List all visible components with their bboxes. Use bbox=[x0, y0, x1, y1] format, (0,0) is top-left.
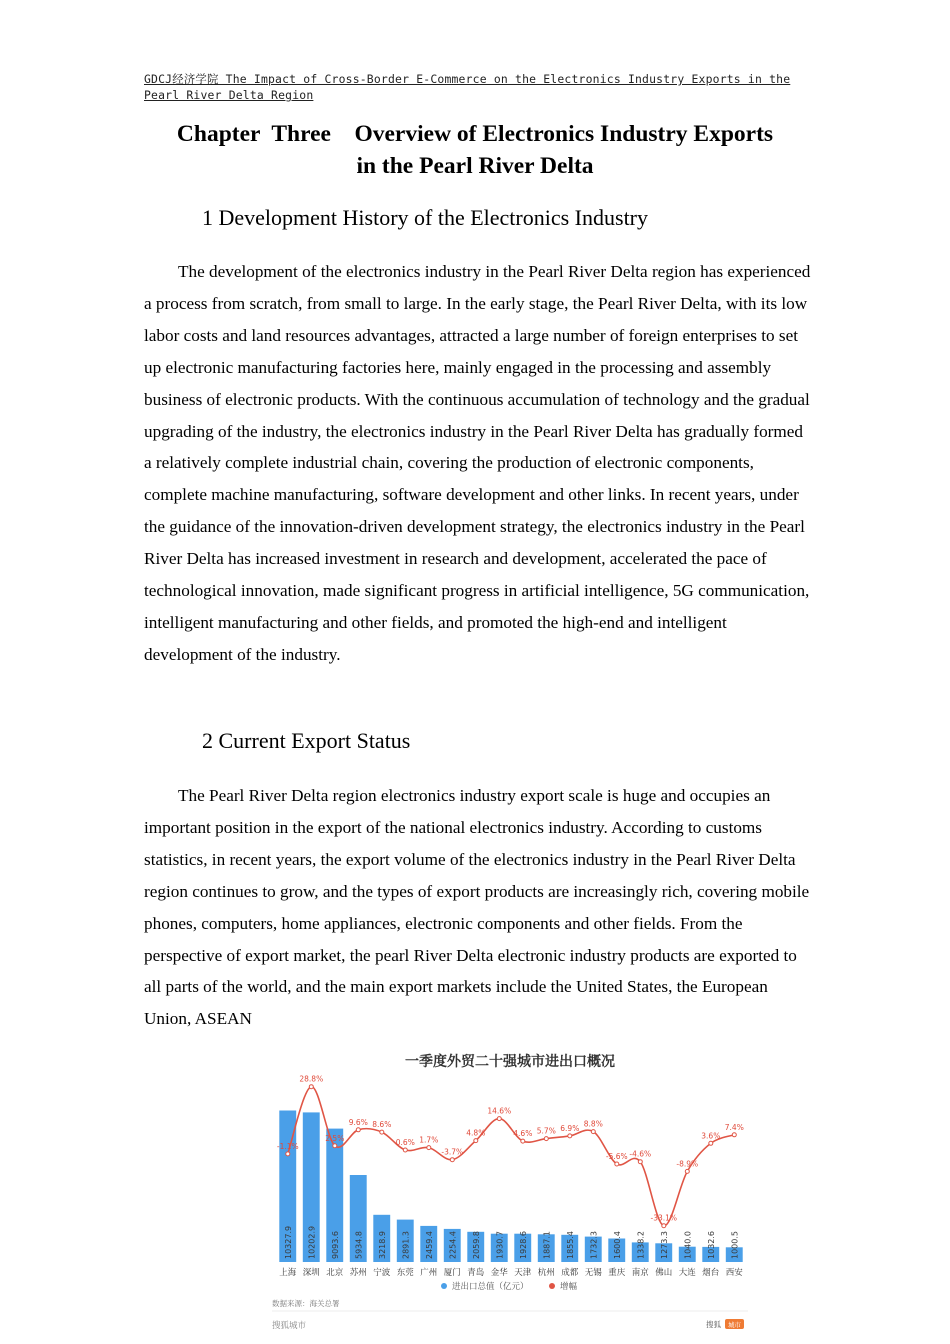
growth-point bbox=[591, 1130, 595, 1134]
section-paragraph-1: The development of the electronics industry in the Pearl River Delta region has experienced a process from scratch, from small to large. In the early stage, the Pearl River Delta, with its low labor costs and land resources advantages, attracted a large number of foreign enterprises to set up electronic manufacturing factories here, mainly engaged in the processing and assembly business of electronic products. With the continuous accumulation of technology and the gradual upgrading of the industry, the electronics industry in the Pearl River Delta has gradually formed a relatively complete industrial chain, covering the production of electronic components, complete machine manufacturing, software development and other links. In recent years, under the guidance of the innovation-driven development strategy, the electronics industry in the Pearl River Delta has increased investment in research and development, accelerated the pace of technological innovation, made significant progress in artificial intelligence, 5G communication, intelligent manufacturing and other fields, and promoted the high-end and intelligent development of the industry. bbox=[144, 262, 811, 664]
legend-bar-label: 进出口总值（亿元） bbox=[452, 1282, 529, 1292]
bar-value-label: 1732.3 bbox=[589, 1231, 599, 1259]
bar-value-label: 2254.4 bbox=[448, 1231, 458, 1259]
category-label: 青岛 bbox=[467, 1268, 485, 1278]
bar-value-label: 2891.3 bbox=[401, 1231, 411, 1259]
growth-point-label: -4.6% bbox=[629, 1149, 652, 1159]
sohu-logo-text: 搜狐 bbox=[706, 1320, 721, 1329]
chart-canvas bbox=[264, 1046, 756, 1336]
bar-value-label: 1032.6 bbox=[706, 1231, 716, 1259]
category-label: 佛山 bbox=[655, 1268, 673, 1278]
category-label: 大连 bbox=[678, 1268, 696, 1278]
growth-point-label: 28.8% bbox=[299, 1074, 324, 1084]
legend-line-marker bbox=[549, 1283, 555, 1289]
category-label: 西安 bbox=[725, 1268, 743, 1278]
category-label: 天津 bbox=[514, 1268, 532, 1278]
category-label: 北京 bbox=[326, 1268, 344, 1278]
growth-point-label: 1.7% bbox=[419, 1135, 439, 1145]
category-label: 东莞 bbox=[396, 1268, 414, 1278]
category-label: 南京 bbox=[631, 1268, 649, 1278]
bar-value-label: 3218.9 bbox=[377, 1231, 387, 1259]
growth-point bbox=[521, 1139, 525, 1143]
growth-point bbox=[638, 1160, 642, 1164]
bar-value-label: 1273.3 bbox=[659, 1231, 669, 1259]
category-labels-layer bbox=[279, 1267, 743, 1278]
growth-point-label: 8.6% bbox=[372, 1120, 392, 1130]
bar-value-label: 1855.4 bbox=[565, 1231, 575, 1259]
chart-legend bbox=[441, 1281, 578, 1292]
section-paragraph-2: The Pearl River Delta region electronics industry export scale is huge and occupies an important position in the export of the national electronics industry. According to customs statistics, in recent years, the export volume of the electronics industry in the Pearl River Delta region continues to grow, and the types of export products are increasingly rich, covering mobile phones, computers, home appliances, electronic components and other fields. From the perspective of export market, the pearl River Delta electronic industry products are exported to all parts of the world, and the main export markets include the United States, the European Union, ASEAN bbox=[144, 786, 810, 1029]
section-heading-1: 1 Development History of the Electronics Industry bbox=[202, 205, 649, 230]
bar-value-label: 1887.1 bbox=[542, 1231, 552, 1259]
category-label: 深圳 bbox=[302, 1268, 320, 1278]
growth-point-label: 7.4% bbox=[724, 1122, 744, 1132]
chapter-title-line-2: in the Pearl River Delta bbox=[356, 153, 594, 179]
category-label: 宁波 bbox=[373, 1268, 391, 1278]
category-label: 金华 bbox=[490, 1268, 508, 1278]
growth-point bbox=[685, 1169, 689, 1173]
growth-line-layer bbox=[277, 1075, 744, 1228]
growth-point-label: 14.6% bbox=[487, 1106, 512, 1116]
category-label: 广州 bbox=[420, 1268, 438, 1278]
category-label: 无锡 bbox=[584, 1268, 602, 1278]
growth-point-label: 8.8% bbox=[583, 1119, 603, 1129]
category-label: 苏州 bbox=[349, 1268, 367, 1278]
growth-point-label: 5.7% bbox=[536, 1126, 556, 1136]
growth-point-label: 6.9% bbox=[560, 1123, 580, 1133]
growth-point-label: -33.1% bbox=[650, 1213, 678, 1223]
legend-bar-marker bbox=[441, 1283, 447, 1289]
growth-point-label: 9.6% bbox=[348, 1117, 368, 1127]
growth-point-label: 4.6% bbox=[513, 1129, 533, 1139]
chapter-title-line-1: Chapter Three Overview of Electronics Industry Exports bbox=[176, 121, 774, 147]
growth-point bbox=[309, 1085, 313, 1089]
bar-value-label: 1600.4 bbox=[612, 1231, 622, 1259]
running-header: GDCJ经济学院 The Impact of Cross-Border E-Commerce on the Electronics Industry Exports in the Pearl River Delta Region bbox=[144, 72, 791, 102]
growth-point bbox=[427, 1146, 431, 1150]
growth-point bbox=[286, 1152, 290, 1156]
growth-point bbox=[732, 1133, 736, 1137]
bar-value-label: 2459.4 bbox=[424, 1231, 434, 1259]
growth-point bbox=[544, 1137, 548, 1141]
growth-point bbox=[403, 1148, 407, 1152]
sohu-logo-badge-text: 城市 bbox=[728, 1321, 741, 1329]
growth-point-label: -8.9% bbox=[676, 1159, 699, 1169]
bar-value-label: 5934.8 bbox=[354, 1231, 364, 1259]
growth-point-label: 4.8% bbox=[466, 1128, 486, 1138]
bar-value-label: 1338.2 bbox=[636, 1231, 646, 1259]
growth-point-label: 2.5% bbox=[325, 1133, 345, 1143]
bar-value-label: 1930.7 bbox=[495, 1231, 505, 1259]
bar-value-label: 2059.8 bbox=[471, 1231, 481, 1259]
growth-point-label: -1.1% bbox=[276, 1141, 299, 1151]
growth-point bbox=[356, 1128, 360, 1132]
category-label: 重庆 bbox=[608, 1268, 626, 1278]
growth-point-label: 0.6% bbox=[395, 1138, 415, 1147]
category-label: 杭州 bbox=[537, 1268, 555, 1278]
bar-value-label: 1928.6 bbox=[518, 1231, 528, 1259]
category-label: 上海 bbox=[279, 1268, 297, 1278]
legend-line-label: 增幅 bbox=[560, 1282, 578, 1292]
growth-point bbox=[474, 1139, 478, 1143]
bar-value-label: 9093.6 bbox=[330, 1231, 340, 1259]
growth-point-label: -5.6% bbox=[605, 1152, 628, 1161]
chart-brand-left: 搜狐城市 bbox=[272, 1321, 307, 1331]
growth-point-label: -3.7% bbox=[441, 1147, 464, 1157]
bar-value-label: 1040.0 bbox=[683, 1231, 693, 1259]
growth-point bbox=[662, 1224, 666, 1228]
growth-point bbox=[380, 1130, 384, 1134]
bar-value-label: 10202.9 bbox=[307, 1225, 317, 1259]
bars-layer bbox=[276, 1111, 742, 1263]
chapter-title bbox=[144, 118, 806, 182]
growth-point bbox=[450, 1158, 454, 1162]
category-label: 成都 bbox=[561, 1268, 579, 1278]
category-label: 厦门 bbox=[443, 1268, 461, 1278]
growth-point bbox=[333, 1144, 337, 1148]
category-label: 烟台 bbox=[702, 1268, 720, 1278]
growth-point bbox=[568, 1134, 572, 1138]
section-heading-2: 2 Current Export Status bbox=[202, 728, 411, 753]
bar-value-label: 1000.5 bbox=[730, 1231, 740, 1259]
growth-point-label: 3.6% bbox=[701, 1131, 721, 1141]
chart-title: 一季度外贸二十强城市进出口概况 bbox=[405, 1054, 615, 1070]
growth-point bbox=[497, 1117, 501, 1121]
chart-source-note: 数据来源：海关总署 bbox=[272, 1299, 340, 1308]
bar-value-label: 10327.9 bbox=[283, 1225, 293, 1259]
growth-point bbox=[615, 1162, 619, 1166]
growth-point bbox=[709, 1141, 713, 1145]
city-trade-chart bbox=[264, 1046, 756, 1336]
